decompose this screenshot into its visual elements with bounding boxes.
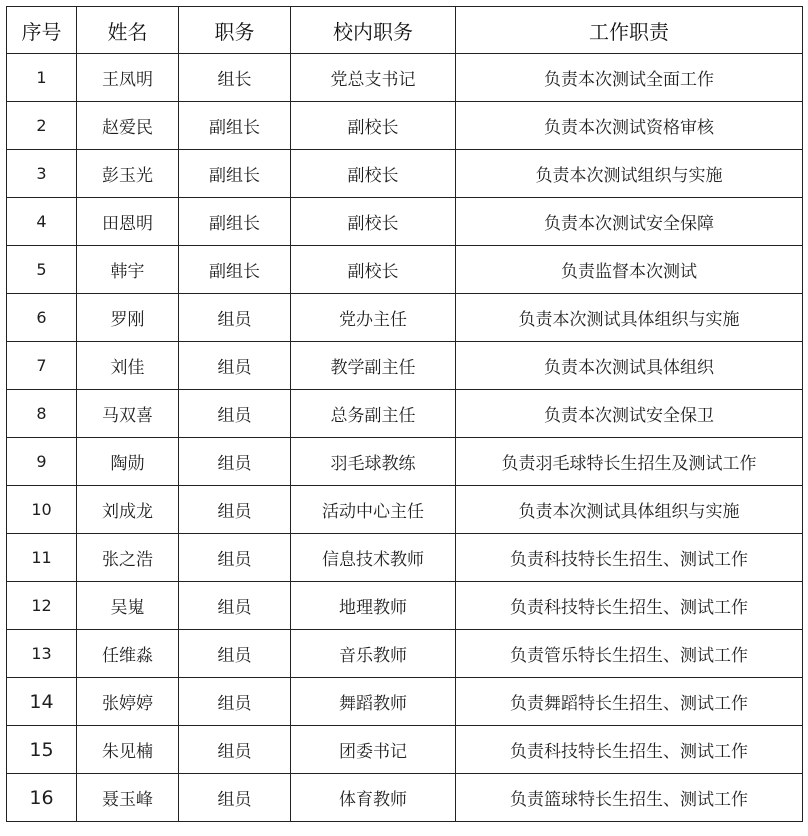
cell-name: 王凤明 [77,54,179,102]
cell-no: 7 [7,342,77,390]
cell-no: 5 [7,246,77,294]
cell-duty: 负责本次测试安全保障 [456,198,803,246]
cell-position: 体育教师 [291,774,456,822]
cell-no: 8 [7,390,77,438]
cell-role: 组员 [179,774,291,822]
cell-name: 刘成龙 [77,486,179,534]
cell-position: 副校长 [291,198,456,246]
table-row [7,630,803,678]
cell-name: 吴嵬 [77,582,179,630]
cell-position: 活动中心主任 [291,486,456,534]
cell-position: 党总支书记 [291,54,456,102]
table-row [7,486,803,534]
cell-role: 组员 [179,486,291,534]
cell-position: 副校长 [291,102,456,150]
table-row [7,246,803,294]
cell-no: 14 [7,678,77,726]
cell-role: 副组长 [179,102,291,150]
cell-duty: 负责本次测试资格审核 [456,102,803,150]
cell-position: 舞蹈教师 [291,678,456,726]
cell-role: 组员 [179,534,291,582]
table-row [7,294,803,342]
cell-position: 地理教师 [291,582,456,630]
cell-no: 11 [7,534,77,582]
cell-duty: 负责本次测试具体组织 [456,342,803,390]
cell-position: 党办主任 [291,294,456,342]
cell-name: 马双喜 [77,390,179,438]
cell-no: 3 [7,150,77,198]
cell-duty: 负责监督本次测试 [456,246,803,294]
table-row [7,102,803,150]
cell-duty: 负责本次测试组织与实施 [456,150,803,198]
roster-sheet [6,6,802,822]
cell-role: 组员 [179,630,291,678]
cell-position: 羽毛球教练 [291,438,456,486]
table-row [7,438,803,486]
cell-duty: 负责本次测试全面工作 [456,54,803,102]
cell-role: 组员 [179,294,291,342]
cell-duty: 负责科技特长生招生、测试工作 [456,726,803,774]
cell-name: 彭玉光 [77,150,179,198]
table-body [7,54,803,822]
cell-name: 陶勋 [77,438,179,486]
cell-role: 组员 [179,438,291,486]
header-row [7,7,803,54]
cell-position: 总务副主任 [291,390,456,438]
cell-no: 15 [7,726,77,774]
cell-position: 信息技术教师 [291,534,456,582]
cell-role: 组员 [179,390,291,438]
table-row [7,678,803,726]
cell-name: 韩宇 [77,246,179,294]
cell-role: 组员 [179,342,291,390]
cell-no: 12 [7,582,77,630]
cell-role: 组长 [179,54,291,102]
header-no: 序号 [7,7,77,54]
table-row [7,582,803,630]
table-row [7,198,803,246]
cell-role: 副组长 [179,198,291,246]
cell-name: 聂玉峰 [77,774,179,822]
cell-role: 组员 [179,582,291,630]
cell-position: 音乐教师 [291,630,456,678]
table-row [7,774,803,822]
cell-no: 6 [7,294,77,342]
cell-no: 2 [7,102,77,150]
cell-duty: 负责本次测试安全保卫 [456,390,803,438]
cell-position: 教学副主任 [291,342,456,390]
cell-duty: 负责羽毛球特长生招生及测试工作 [456,438,803,486]
cell-duty: 负责管乐特长生招生、测试工作 [456,630,803,678]
cell-no: 10 [7,486,77,534]
cell-role: 组员 [179,678,291,726]
header-position: 校内职务 [291,7,456,54]
cell-duty: 负责科技特长生招生、测试工作 [456,534,803,582]
cell-no: 1 [7,54,77,102]
cell-duty: 负责篮球特长生招生、测试工作 [456,774,803,822]
table-row [7,150,803,198]
cell-name: 赵爱民 [77,102,179,150]
staff-table [6,6,803,822]
cell-no: 13 [7,630,77,678]
cell-duty: 负责科技特长生招生、测试工作 [456,582,803,630]
table-row [7,342,803,390]
cell-name: 田恩明 [77,198,179,246]
cell-no: 4 [7,198,77,246]
header-name: 姓名 [77,7,179,54]
table-row [7,390,803,438]
cell-name: 张婷婷 [77,678,179,726]
header-duty: 工作职责 [456,7,803,54]
cell-duty: 负责本次测试具体组织与实施 [456,486,803,534]
header-role: 职务 [179,7,291,54]
cell-duty: 负责舞蹈特长生招生、测试工作 [456,678,803,726]
cell-no: 16 [7,774,77,822]
cell-name: 朱见楠 [77,726,179,774]
table-row [7,534,803,582]
cell-name: 罗刚 [77,294,179,342]
cell-role: 副组长 [179,150,291,198]
cell-role: 副组长 [179,246,291,294]
cell-position: 团委书记 [291,726,456,774]
cell-role: 组员 [179,726,291,774]
cell-position: 副校长 [291,150,456,198]
cell-name: 刘佳 [77,342,179,390]
table-row [7,726,803,774]
cell-duty: 负责本次测试具体组织与实施 [456,294,803,342]
cell-no: 9 [7,438,77,486]
table-header [7,7,803,54]
cell-name: 张之浩 [77,534,179,582]
cell-position: 副校长 [291,246,456,294]
table-row [7,54,803,102]
cell-name: 任维淼 [77,630,179,678]
